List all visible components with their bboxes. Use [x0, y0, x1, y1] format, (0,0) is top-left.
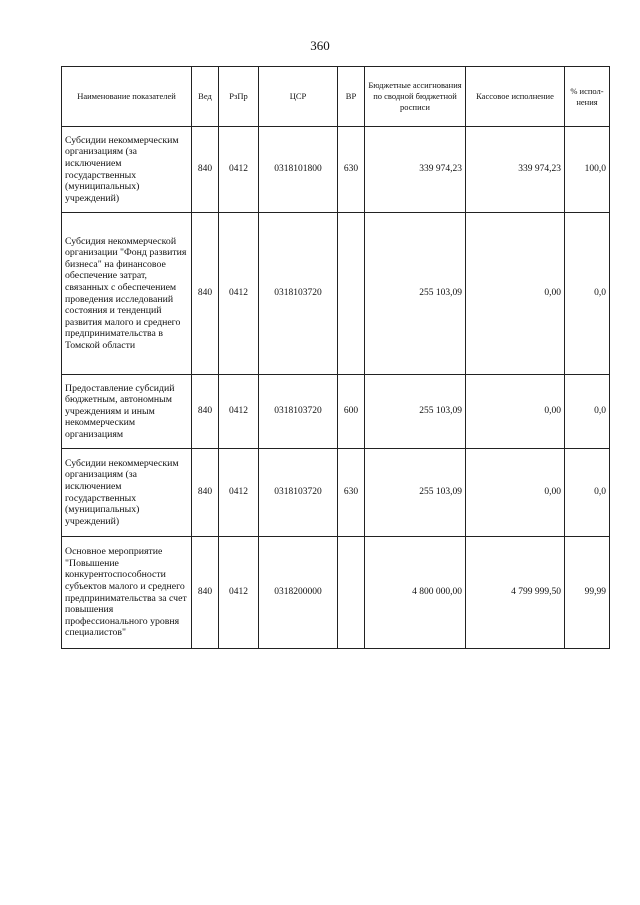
table-row — [62, 375, 610, 449]
row-budget: 255 103,09 — [365, 213, 466, 375]
row-percent: 0,0 — [565, 375, 610, 449]
row-vr — [338, 213, 365, 375]
header-budget: Бюджетные ассигнования по сводной бюджетной росписи — [365, 67, 466, 127]
row-rzpr: 0412 — [219, 375, 259, 449]
row-budget: 339 974,23 — [365, 127, 466, 213]
row-cash: 0,00 — [466, 213, 565, 375]
row-percent: 100,0 — [565, 127, 610, 213]
row-rzpr: 0412 — [219, 537, 259, 649]
row-vr: 630 — [338, 127, 365, 213]
row-cash: 0,00 — [466, 449, 565, 537]
row-percent: 99,99 — [565, 537, 610, 649]
row-csr: 0318103720 — [259, 449, 338, 537]
row-cash: 0,00 — [466, 375, 565, 449]
row-rzpr: 0412 — [219, 127, 259, 213]
row-rzpr: 0412 — [219, 213, 259, 375]
row-csr: 0318101800 — [259, 127, 338, 213]
row-vr: 600 — [338, 375, 365, 449]
row-csr: 0318103720 — [259, 213, 338, 375]
row-budget: 255 103,09 — [365, 449, 466, 537]
row-name: Субсидия некоммерческой организации "Фонд развития бизнеса" на финансовое обеспечение затрат, связанных с обеспечением проведения исследований состояния и тенденций развития малого и среднего предпринимательства в Томской области — [62, 213, 192, 375]
page-number: 360 — [310, 38, 330, 53]
table-row — [62, 537, 610, 649]
table-row — [62, 213, 610, 375]
table-row — [62, 449, 610, 537]
row-vr — [338, 537, 365, 649]
table-header-row — [62, 67, 610, 127]
header-ved: Вед — [192, 67, 219, 127]
row-vr: 630 — [338, 449, 365, 537]
row-percent: 0,0 — [565, 449, 610, 537]
row-name: Субсидии некоммерческим организациям (за исключением государственных (муниципальных) учреждений) — [62, 449, 192, 537]
row-name: Основное мероприятие "Повышение конкурентоспособности субъектов малого и среднего предпринимательства за счет повышения профессионального уровня специалистов" — [62, 537, 192, 649]
header-name: Наименование показателей — [62, 67, 192, 127]
row-budget: 255 103,09 — [365, 375, 466, 449]
row-ved: 840 — [192, 213, 219, 375]
row-ved: 840 — [192, 449, 219, 537]
budget-execution-table — [61, 66, 610, 649]
row-ved: 840 — [192, 127, 219, 213]
row-budget: 4 800 000,00 — [365, 537, 466, 649]
row-name: Субсидии некоммерческим организациям (за исключением государственных (муниципальных) учреждений) — [62, 127, 192, 213]
header-csr: ЦСР — [259, 67, 338, 127]
header-rzpr: РзПр — [219, 67, 259, 127]
header-cash: Кассовое исполнение — [466, 67, 565, 127]
row-csr: 0318103720 — [259, 375, 338, 449]
row-csr: 0318200000 — [259, 537, 338, 649]
table-row — [62, 127, 610, 213]
row-cash: 4 799 999,50 — [466, 537, 565, 649]
header-vr: ВР — [338, 67, 365, 127]
header-percent: % испол-нения — [565, 67, 610, 127]
row-ved: 840 — [192, 375, 219, 449]
row-rzpr: 0412 — [219, 449, 259, 537]
row-percent: 0,0 — [565, 213, 610, 375]
row-ved: 840 — [192, 537, 219, 649]
row-cash: 339 974,23 — [466, 127, 565, 213]
row-name: Предоставление субсидий бюджетным, автономным учреждениям и иным некоммерческим организациям — [62, 375, 192, 449]
